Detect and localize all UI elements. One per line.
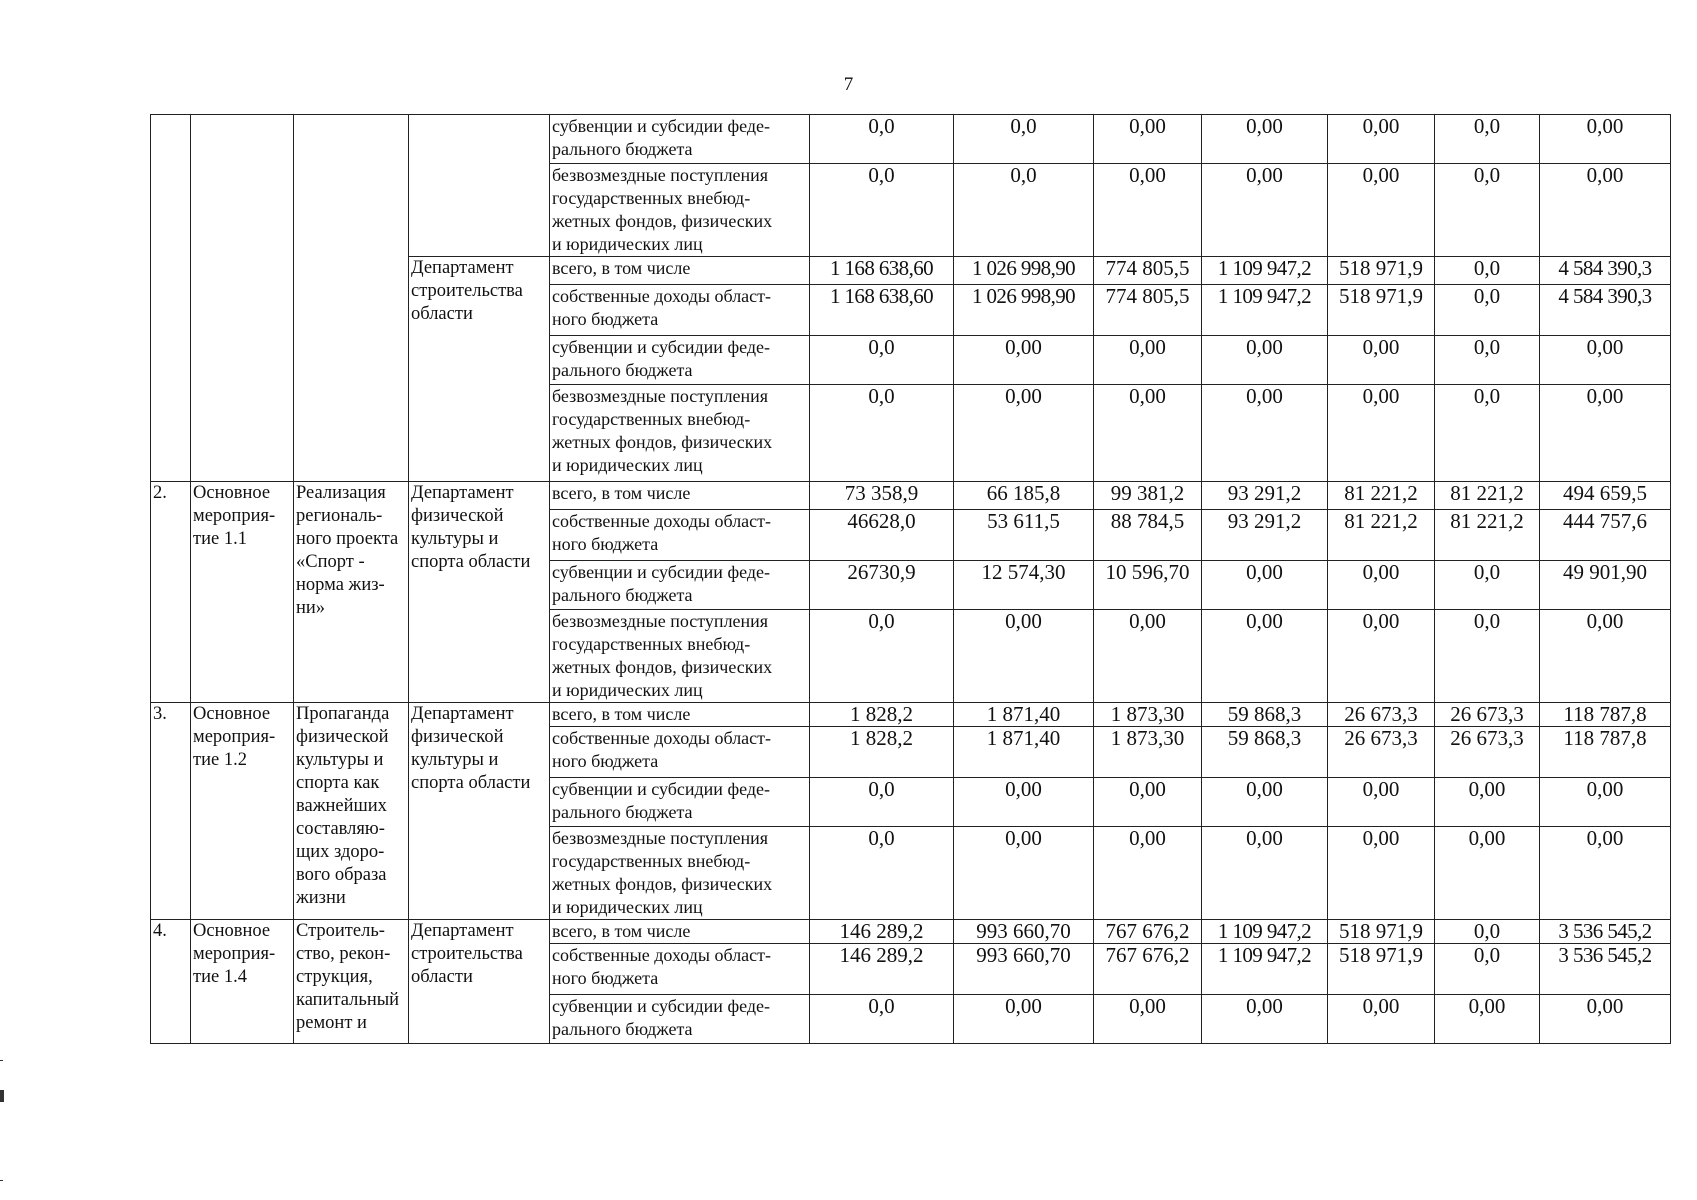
amount-cell: 0,00 [1202, 561, 1328, 610]
budget-table-body [151, 115, 1671, 1044]
activity-name-cell [294, 115, 409, 482]
activity-name-cell: Реализация региональ- ного проекта «Спорт - норма жиз- ни» [294, 482, 409, 703]
amount-cell: 53 611,5 [954, 510, 1094, 561]
funding-source-cell: собственные доходы област- ного бюджета [550, 727, 810, 778]
amount-cell: 0,00 [1328, 336, 1435, 385]
funding-source-cell: субвенции и субсидии феде- рального бюджета [550, 336, 810, 385]
executor-cell: Департамент строительства области [409, 257, 550, 482]
table-row [151, 703, 1671, 727]
amount-cell: 0,00 [954, 778, 1094, 827]
amount-cell: 0,0 [1435, 920, 1540, 944]
amount-cell: 66 185,8 [954, 482, 1094, 510]
amount-cell: 0,00 [1094, 385, 1202, 482]
amount-cell: 1 026 998,90 [954, 285, 1094, 336]
amount-cell: 1 109 947,2 [1202, 944, 1328, 995]
amount-cell: 59 868,3 [1202, 727, 1328, 778]
funding-source-cell: собственные доходы област- ного бюджета [550, 510, 810, 561]
amount-cell: 774 805,5 [1094, 257, 1202, 285]
amount-cell: 0,00 [1094, 115, 1202, 164]
amount-cell: 0,00 [1328, 164, 1435, 257]
amount-cell: 118 787,8 [1540, 727, 1671, 778]
amount-cell: 0,0 [1435, 561, 1540, 610]
amount-cell: 0,00 [1094, 610, 1202, 703]
row-number-cell: 4. [151, 920, 191, 1044]
amount-cell: 0,00 [1202, 164, 1328, 257]
amount-cell: 0,00 [1328, 385, 1435, 482]
amount-cell: 993 660,70 [954, 920, 1094, 944]
amount-cell: 3 536 545,2 [1540, 944, 1671, 995]
executor-cell [409, 115, 550, 257]
amount-cell: 0,00 [1540, 827, 1671, 920]
funding-source-cell: всего, в том числе [550, 920, 810, 944]
amount-cell: 0,0 [1435, 385, 1540, 482]
amount-cell: 0,0 [810, 827, 954, 920]
activity-name-cell: Строитель- ство, рекон- струкция, капитальный ремонт и [294, 920, 409, 1044]
amount-cell: 0,0 [1435, 610, 1540, 703]
amount-cell: 81 221,2 [1435, 482, 1540, 510]
amount-cell: 0,0 [1435, 336, 1540, 385]
amount-cell: 0,00 [1094, 336, 1202, 385]
amount-cell: 0,0 [810, 778, 954, 827]
amount-cell: 26 673,3 [1328, 703, 1435, 727]
amount-cell: 518 971,9 [1328, 285, 1435, 336]
amount-cell: 1 873,30 [1094, 727, 1202, 778]
scan-mark [0, 1090, 4, 1102]
amount-cell: 0,00 [1202, 336, 1328, 385]
amount-cell: 0,0 [810, 164, 954, 257]
amount-cell: 81 221,2 [1328, 510, 1435, 561]
amount-cell: 1 168 638,60 [810, 285, 954, 336]
amount-cell: 0,0 [810, 995, 954, 1044]
amount-cell: 93 291,2 [1202, 482, 1328, 510]
amount-cell: 0,00 [1094, 995, 1202, 1044]
amount-cell: 0,0 [810, 610, 954, 703]
amount-cell: 73 358,9 [810, 482, 954, 510]
funding-source-cell: безвозмездные поступления государственных внебюд- жетных фондов, физических и юридических лиц [550, 610, 810, 703]
amount-cell: 118 787,8 [1540, 703, 1671, 727]
amount-cell: 0,00 [954, 336, 1094, 385]
amount-cell: 0,0 [954, 164, 1094, 257]
amount-cell: 0,0 [810, 115, 954, 164]
amount-cell: 0,00 [1328, 561, 1435, 610]
amount-cell: 0,00 [1094, 778, 1202, 827]
amount-cell: 0,0 [1435, 115, 1540, 164]
activity-name-cell: Пропаганда физической культуры и спорта как важнейших составляю- щих здоро- вого образа жизни [294, 703, 409, 920]
amount-cell: 12 574,30 [954, 561, 1094, 610]
amount-cell: 0,00 [1202, 827, 1328, 920]
amount-cell: 10 596,70 [1094, 561, 1202, 610]
amount-cell: 26 673,3 [1435, 703, 1540, 727]
funding-source-cell: субвенции и субсидии феде- рального бюджета [550, 995, 810, 1044]
amount-cell: 1 168 638,60 [810, 257, 954, 285]
amount-cell: 518 971,9 [1328, 944, 1435, 995]
amount-cell: 3 536 545,2 [1540, 920, 1671, 944]
amount-cell: 1 109 947,2 [1202, 920, 1328, 944]
table-row [151, 482, 1671, 510]
amount-cell: 0,00 [1328, 995, 1435, 1044]
amount-cell: 0,00 [1202, 385, 1328, 482]
amount-cell: 0,00 [1202, 115, 1328, 164]
amount-cell: 4 584 390,3 [1540, 257, 1671, 285]
table-row [151, 920, 1671, 944]
funding-source-cell: собственные доходы област- ного бюджета [550, 285, 810, 336]
funding-source-cell: субвенции и субсидии феде- рального бюджета [550, 115, 810, 164]
amount-cell: 0,00 [954, 385, 1094, 482]
amount-cell: 0,00 [954, 995, 1094, 1044]
amount-cell: 0,00 [1094, 164, 1202, 257]
amount-cell: 0,0 [810, 336, 954, 385]
amount-cell: 0,00 [1540, 778, 1671, 827]
amount-cell: 59 868,3 [1202, 703, 1328, 727]
row-number-cell: 2. [151, 482, 191, 703]
amount-cell: 767 676,2 [1094, 920, 1202, 944]
amount-cell: 146 289,2 [810, 944, 954, 995]
funding-source-cell: собственные доходы област- ного бюджета [550, 944, 810, 995]
amount-cell: 1 871,40 [954, 703, 1094, 727]
activity-type-cell: Основное мероприя- тие 1.2 [191, 703, 294, 920]
amount-cell: 46628,0 [810, 510, 954, 561]
amount-cell: 99 381,2 [1094, 482, 1202, 510]
amount-cell: 0,0 [1435, 285, 1540, 336]
amount-cell: 0,00 [1328, 610, 1435, 703]
scan-mark [0, 1060, 3, 1061]
amount-cell: 993 660,70 [954, 944, 1094, 995]
amount-cell: 0,00 [954, 827, 1094, 920]
amount-cell: 81 221,2 [1435, 510, 1540, 561]
activity-type-cell: Основное мероприя- тие 1.1 [191, 482, 294, 703]
amount-cell: 0,00 [1328, 827, 1435, 920]
amount-cell: 0,00 [954, 610, 1094, 703]
amount-cell: 1 828,2 [810, 703, 954, 727]
amount-cell: 0,00 [1435, 778, 1540, 827]
activity-type-cell [191, 115, 294, 482]
amount-cell: 1 109 947,2 [1202, 285, 1328, 336]
amount-cell: 26 673,3 [1328, 727, 1435, 778]
amount-cell: 0,0 [1435, 164, 1540, 257]
activity-type-cell: Основное мероприя- тие 1.4 [191, 920, 294, 1044]
amount-cell: 444 757,6 [1540, 510, 1671, 561]
funding-source-cell: безвозмездные поступления государственных внебюд- жетных фондов, физических и юридических лиц [550, 827, 810, 920]
amount-cell: 0,00 [1328, 115, 1435, 164]
amount-cell: 0,00 [1540, 336, 1671, 385]
executor-cell: Департамент строительства области [409, 920, 550, 1044]
funding-source-cell: безвозмездные поступления государственных внебюд- жетных фондов, физических и юридических лиц [550, 164, 810, 257]
amount-cell: 0,0 [1435, 944, 1540, 995]
amount-cell: 1 109 947,2 [1202, 257, 1328, 285]
amount-cell: 0,00 [1435, 827, 1540, 920]
page-number: 7 [843, 74, 854, 95]
amount-cell: 774 805,5 [1094, 285, 1202, 336]
amount-cell: 26730,9 [810, 561, 954, 610]
executor-cell: Департамент физической культуры и спорта области [409, 703, 550, 920]
amount-cell: 49 901,90 [1540, 561, 1671, 610]
amount-cell: 494 659,5 [1540, 482, 1671, 510]
funding-source-cell: безвозмездные поступления государственных внебюд- жетных фондов, физических и юридических лиц [550, 385, 810, 482]
row-number-cell: 3. [151, 703, 191, 920]
funding-source-cell: всего, в том числе [550, 257, 810, 285]
amount-cell: 0,00 [1540, 115, 1671, 164]
amount-cell: 0,00 [1540, 385, 1671, 482]
budget-table [150, 114, 1671, 1044]
amount-cell: 1 871,40 [954, 727, 1094, 778]
amount-cell: 0,0 [954, 115, 1094, 164]
funding-source-cell: всего, в том числе [550, 482, 810, 510]
amount-cell: 0,0 [1435, 257, 1540, 285]
amount-cell: 0,00 [1540, 164, 1671, 257]
amount-cell: 88 784,5 [1094, 510, 1202, 561]
funding-source-cell: субвенции и субсидии феде- рального бюджета [550, 561, 810, 610]
row-number-cell [151, 115, 191, 482]
executor-cell: Департамент физической культуры и спорта области [409, 482, 550, 703]
amount-cell: 0,00 [1094, 827, 1202, 920]
amount-cell: 26 673,3 [1435, 727, 1540, 778]
scan-mark [0, 1180, 3, 1181]
amount-cell: 0,00 [1540, 610, 1671, 703]
amount-cell: 0,00 [1328, 778, 1435, 827]
amount-cell: 93 291,2 [1202, 510, 1328, 561]
amount-cell: 0,00 [1435, 995, 1540, 1044]
amount-cell: 1 828,2 [810, 727, 954, 778]
amount-cell: 0,00 [1202, 995, 1328, 1044]
funding-source-cell: субвенции и субсидии феде- рального бюджета [550, 778, 810, 827]
amount-cell: 767 676,2 [1094, 944, 1202, 995]
amount-cell: 0,00 [1202, 610, 1328, 703]
funding-source-cell: всего, в том числе [550, 703, 810, 727]
amount-cell: 81 221,2 [1328, 482, 1435, 510]
amount-cell: 518 971,9 [1328, 920, 1435, 944]
amount-cell: 0,0 [810, 385, 954, 482]
amount-cell: 4 584 390,3 [1540, 285, 1671, 336]
amount-cell: 1 026 998,90 [954, 257, 1094, 285]
amount-cell: 0,00 [1540, 995, 1671, 1044]
amount-cell: 146 289,2 [810, 920, 954, 944]
amount-cell: 1 873,30 [1094, 703, 1202, 727]
amount-cell: 518 971,9 [1328, 257, 1435, 285]
table-row [151, 115, 1671, 164]
amount-cell: 0,00 [1202, 778, 1328, 827]
